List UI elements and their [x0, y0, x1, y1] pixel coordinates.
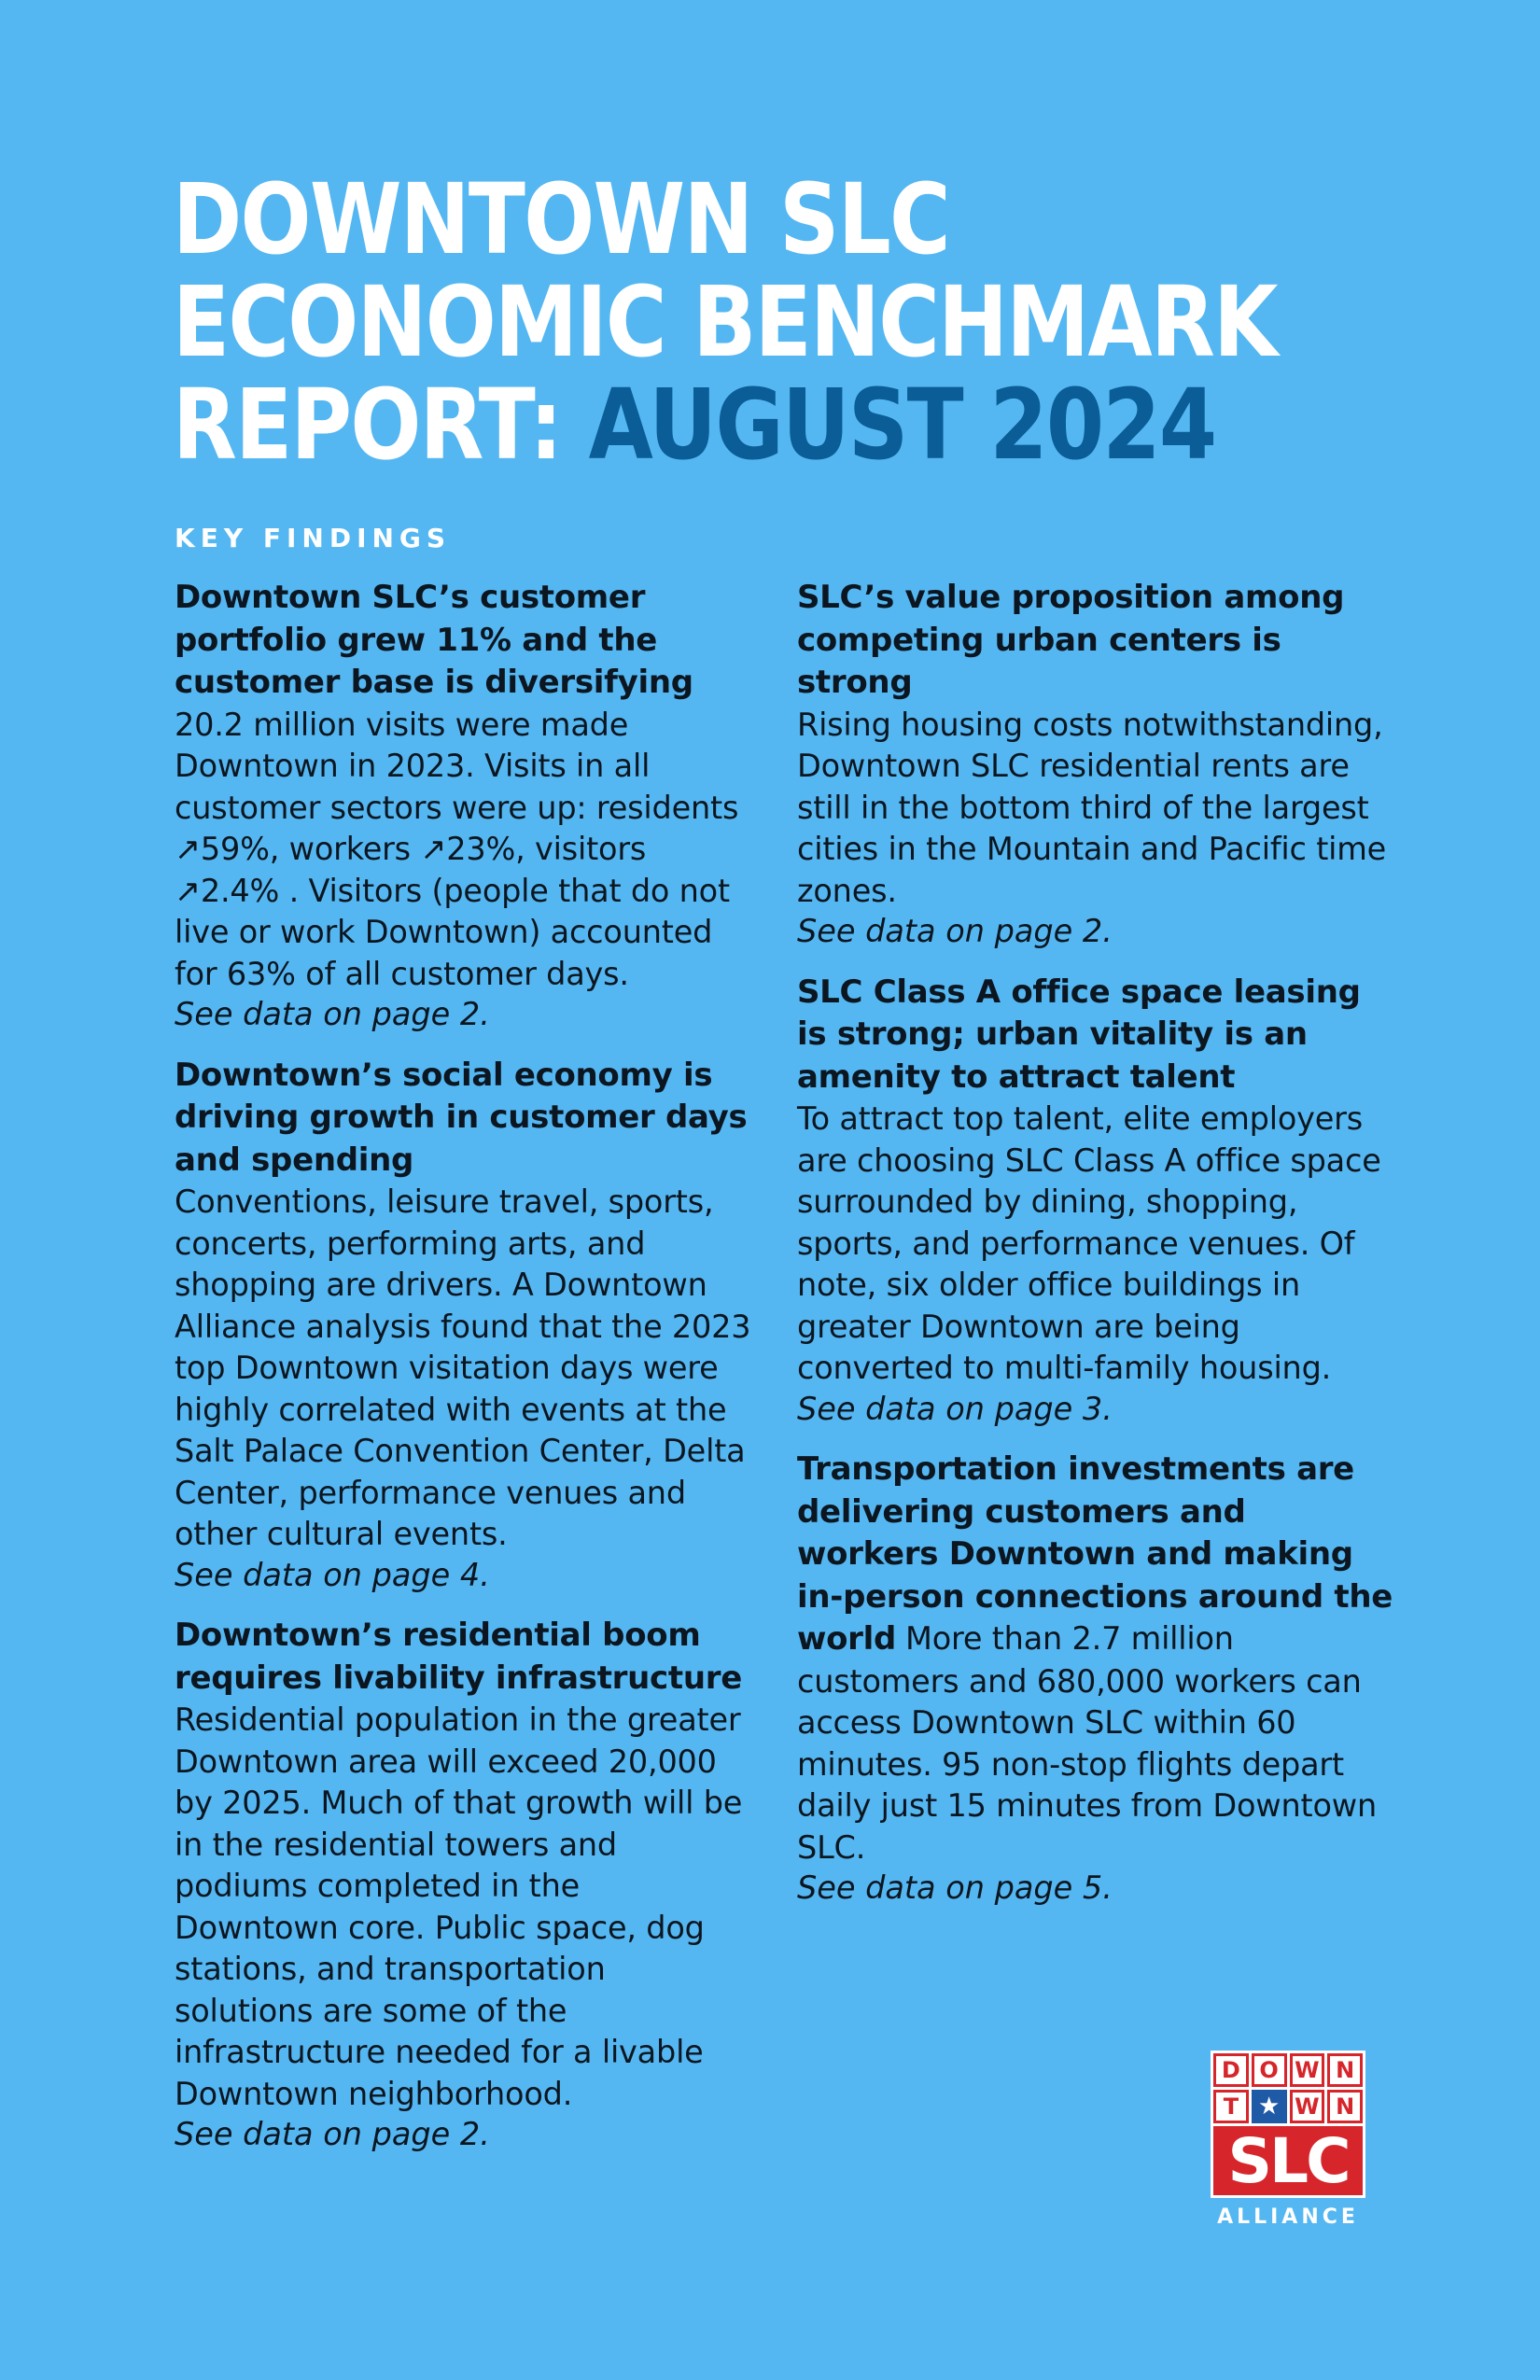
logo-row-down — [1213, 2053, 1363, 2087]
logo-letter: O — [1252, 2053, 1287, 2087]
logo-letter: T — [1213, 2090, 1249, 2123]
title-line-1: DOWNTOWN SLC — [173, 162, 949, 276]
logo-slc-wordmark: SLC — [1213, 2126, 1363, 2195]
logo-letter: W — [1290, 2090, 1325, 2123]
findings-column-left — [175, 576, 753, 2174]
finding-page-reference: See data on page 2. — [175, 996, 490, 1032]
finding-customer-portfolio — [175, 576, 753, 1035]
finding-body: More than 2.7 million customers and 680,000 workers can access Downtown SLC within 60 minutes. 95 non-stop flights depart daily just 15 minutes from Downtown SLC. — [797, 1620, 1377, 1866]
finding-heading: Downtown’s social economy is driving growth in customer days and spending — [175, 1056, 748, 1179]
finding-body: To attract top talent, elite employers are choosing SLC Class A office space surrounded by dining, shopping, sports, and performance venues. Of note, six older office buildings in greater Downtown are being converted to multi-family housing. — [797, 1100, 1381, 1386]
title-line-3-prefix: REPORT: — [173, 368, 562, 482]
title-line-2: ECONOMIC BENCHMARK — [173, 265, 1277, 379]
logo-letter: D — [1213, 2053, 1249, 2087]
title-date: AUGUST 2024 — [588, 368, 1216, 482]
finding-page-reference: See data on page 3. — [797, 1390, 1113, 1427]
logo-alliance-text: ALLIANCE — [1217, 2205, 1359, 2229]
logo-letter: N — [1327, 2053, 1363, 2087]
finding-body: 20.2 million visits were made Downtown in 2023. Visits in all customer sectors were up: residents ↗59%, workers ↗23%, visitors ↗2.4% . Visitors (people that do not live or work Downtown) accounted for 63% of all customer days. — [175, 706, 739, 992]
finding-page-reference: See data on page 5. — [797, 1869, 1113, 1906]
finding-heading: SLC Class A office space leasing is strong; urban vitality is an amenity to attract talent — [797, 973, 1361, 1096]
finding-heading: SLC’s value proposition among competing urban centers is strong — [797, 579, 1345, 701]
logo-letter: N — [1327, 2090, 1363, 2123]
finding-page-reference: See data on page 2. — [175, 2116, 490, 2152]
finding-body: Residential population in the greater Downtown area will exceed 20,000 by 2025. Much of that growth will be in the residential towers and podiums completed in the Downtown core. Public space, dog stations, and transportation solutions are some of the infrastructure needed for a livable Downtown neighborhood. — [175, 1701, 743, 2112]
finding-heading: Downtown SLC’s customer portfolio grew 11% and the customer base is diversifying — [175, 579, 693, 701]
report-title — [173, 162, 1296, 482]
finding-body: Conventions, leisure travel, sports, concerts, performing arts, and shopping are drivers. A Downtown Alliance analysis found that the 2023 top Downtown visitation days were highly correlated with events at the Salt Palace Convention Center, Delta Center, performance venues and other cultural events. — [175, 1183, 751, 1552]
finding-transportation — [797, 1448, 1394, 1909]
finding-value-proposition — [797, 576, 1394, 952]
finding-social-economy — [175, 1054, 753, 1596]
finding-office-space — [797, 971, 1394, 1430]
logo-letter: W — [1290, 2053, 1325, 2087]
star-icon: ★ — [1252, 2090, 1287, 2123]
findings-column-right — [797, 576, 1394, 1927]
finding-heading: Downtown’s residential boom requires livability infrastructure — [175, 1617, 742, 1697]
logo-row-town — [1213, 2090, 1363, 2123]
section-label: KEY FINDINGS — [175, 523, 452, 553]
finding-page-reference: See data on page 4. — [175, 1556, 490, 1593]
finding-residential-boom — [175, 1614, 753, 2155]
finding-body: Rising housing costs notwithstanding, Downtown SLC residential rents are still in the bottom third of the largest cities in the Mountain and Pacific time zones. — [797, 706, 1387, 909]
finding-page-reference: See data on page 2. — [797, 913, 1113, 949]
logo-mark — [1211, 2051, 1365, 2198]
finding-heading: Transportation investments are delivering customers and workers Downtown and making in-person connections around the world — [797, 1450, 1393, 1658]
downtown-slc-alliance-logo — [1211, 2051, 1365, 2229]
